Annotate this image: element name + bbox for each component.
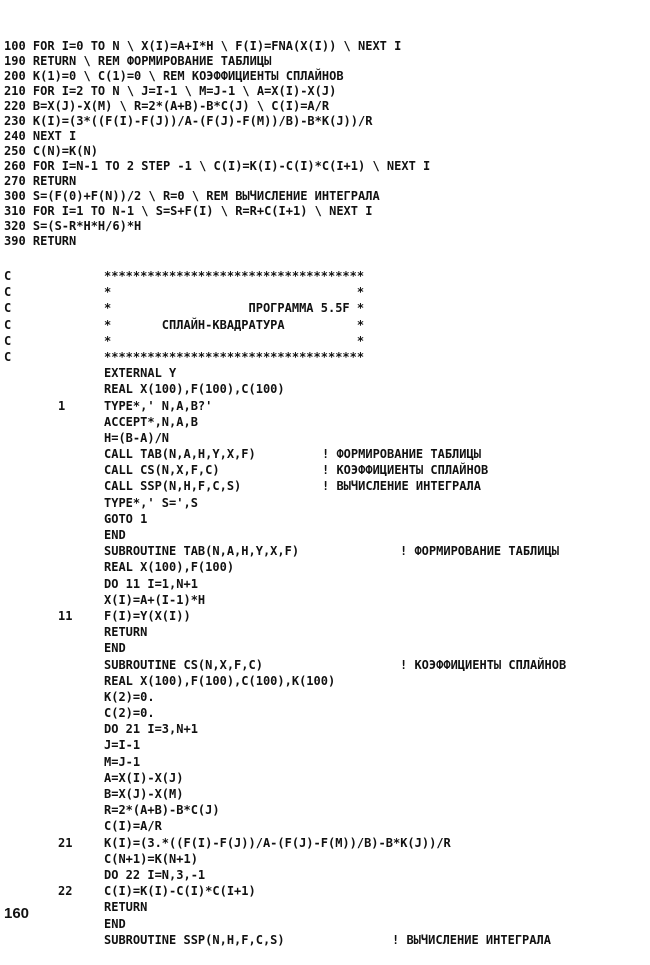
fortran-statement: CALL CS(N,X,F,C) (104, 463, 220, 478)
fortran-statement: RETURN (104, 900, 148, 915)
fortran-statement: K(2)=0. (104, 689, 155, 704)
fortran-statement: ************************************ (104, 269, 365, 283)
fortran-statement: R=2*(A+B)-B*C(J) (104, 803, 220, 818)
inline-comment: ! КОЭФФИЦИЕНТЫ СПЛАЙНОВ (400, 657, 567, 672)
comment-marker: C (4, 317, 12, 332)
fortran-statement: F(I)=Y(X(I)) (104, 608, 191, 623)
comment-marker: C (4, 269, 12, 283)
basic-code-line: 210 FOR I=2 TO N \ J=I-1 \ M=J-1 \ A=X(I)-X(J) (4, 84, 337, 98)
inline-comment: ! ФОРМИРОВАНИЕ ТАБЛИЦЫ (322, 447, 481, 462)
fortran-statement: J=I-1 (104, 738, 141, 753)
fortran-statement: END (104, 641, 126, 656)
basic-code-line: 230 K(I)=(3*((F(I)-F(J))/A-(F(J)-F(M))/B)-B*K(J))/R (4, 114, 373, 128)
statement-label: 22 (58, 884, 73, 899)
fortran-statement: * * (104, 333, 365, 348)
fortran-statement: X(I)=A+(I-1)*H (104, 592, 206, 607)
inline-comment: ! ФОРМИРОВАНИЕ ТАБЛИЦЫ (400, 544, 559, 559)
comment-marker: C (4, 349, 12, 364)
fortran-statement: SUBROUTINE TAB(N,A,H,Y,X,F) (104, 544, 300, 559)
fortran-statement: C(I)=A/R (104, 819, 162, 834)
inline-comment: ! ВЫЧИСЛЕНИЕ ИНТЕГРАЛА (322, 479, 481, 494)
fortran-statement: REAL X(100),F(100),C(100) (104, 382, 285, 397)
statement-label: 21 (58, 835, 73, 850)
fortran-statement: RETURN (104, 625, 148, 640)
comment-marker: C (4, 301, 12, 316)
basic-code-line: 270 RETURN (4, 174, 77, 188)
fortran-statement: CALL TAB(N,A,H,Y,X,F) (104, 447, 256, 462)
basic-listing (4, 39, 430, 249)
fortran-statement: REAL X(100),F(100),C(100),K(100) (104, 673, 336, 688)
fortran-statement: DO 22 I=N,3,-1 (104, 867, 206, 882)
basic-code-line: 390 RETURN (4, 234, 77, 248)
fortran-statement: C(I)=K(I)-C(I)*C(I+1) (104, 884, 256, 899)
comment-marker: C (4, 333, 12, 348)
statement-label: 11 (58, 608, 73, 623)
basic-code-line: 190 RETURN \ REM ФОРМИРОВАНИЕ ТАБЛИЦЫ (4, 54, 272, 68)
fortran-statement: ACCEPT*,N,A,B (104, 414, 198, 429)
fortran-statement: K(I)=(3.*((F(I)-F(J))/A-(F(J)-F(M))/B)-B*K(J))/R (104, 835, 451, 850)
fortran-statement: DO 11 I=1,N+1 (104, 576, 198, 591)
basic-code-line: 320 S=(S-R*H*H/6)*H (4, 219, 142, 233)
fortran-statement: ************************************ (104, 349, 365, 364)
fortran-statement: TYPE*,' S=',S (104, 495, 198, 510)
basic-code-line: 100 FOR I=0 TO N \ X(I)=A+I*H \ F(I)=FNA(X(I)) \ NEXT I (4, 39, 402, 53)
fortran-statement: CALL SSP(N,H,F,C,S) (104, 479, 242, 494)
fortran-statement: SUBROUTINE CS(N,X,F,C) (104, 657, 263, 672)
fortran-statement: DO 21 I=3,N+1 (104, 722, 198, 737)
fortran-statement: EXTERNAL Y (104, 366, 177, 381)
comment-marker: C (4, 285, 12, 300)
inline-comment: ! КОЭФФИЦИЕНТЫ СПЛАЙНОВ (322, 463, 489, 478)
basic-code-line: 200 K(1)=0 \ C(1)=0 \ REM КОЭФФИЦИЕНТЫ СПЛАЙНОВ (4, 69, 344, 83)
fortran-statement: REAL X(100),F(100) (104, 560, 235, 575)
fortran-statement: END (104, 528, 126, 542)
basic-code-line: 250 C(N)=K(N) (4, 144, 98, 158)
basic-code-line: 240 NEXT I (4, 129, 77, 143)
fortran-statement: M=J-1 (104, 754, 141, 769)
basic-code-line: 260 FOR I=N-1 TO 2 STEP -1 \ C(I)=K(I)-C(I)*C(I+1) \ NEXT I (4, 159, 431, 173)
fortran-statement: A=X(I)-X(J) (104, 770, 184, 785)
basic-code-line: 310 FOR I=1 TO N-1 \ S=S+F(I) \ R=R+C(I+1) \ NEXT I (4, 204, 373, 218)
statement-label: 1 (58, 398, 66, 413)
fortran-statement: * ПРОГРАММА 5.5F * (104, 301, 365, 316)
fortran-statement: END (104, 916, 126, 931)
fortran-statement: * СПЛАЙН-КВАДРАТУРА * (104, 317, 365, 332)
fortran-statement: C(2)=0. (104, 706, 155, 721)
basic-code-line: 220 B=X(J)-X(M) \ R=2*(A+B)-B*C(J) \ C(I)=A/R (4, 99, 330, 113)
page-number: 160 (4, 905, 30, 922)
fortran-statement: * * (104, 285, 365, 300)
fortran-statement: H=(B-A)/N (104, 430, 170, 445)
fortran-statement: SUBROUTINE SSP(N,H,F,C,S) (104, 932, 285, 947)
basic-code-line: 300 S=(F(0)+F(N))/2 \ R=0 \ REM ВЫЧИСЛЕНИЕ ИНТЕГРАЛА (4, 189, 380, 203)
fortran-statement: TYPE*,' N,A,B?' (104, 398, 213, 413)
fortran-statement: B=X(J)-X(M) (104, 787, 184, 801)
fortran-statement: C(N+1)=K(N+1) (104, 851, 198, 866)
fortran-statement: GOTO 1 (104, 511, 148, 526)
inline-comment: ! ВЫЧИСЛЕНИЕ ИНТЕГРАЛА (392, 932, 551, 947)
